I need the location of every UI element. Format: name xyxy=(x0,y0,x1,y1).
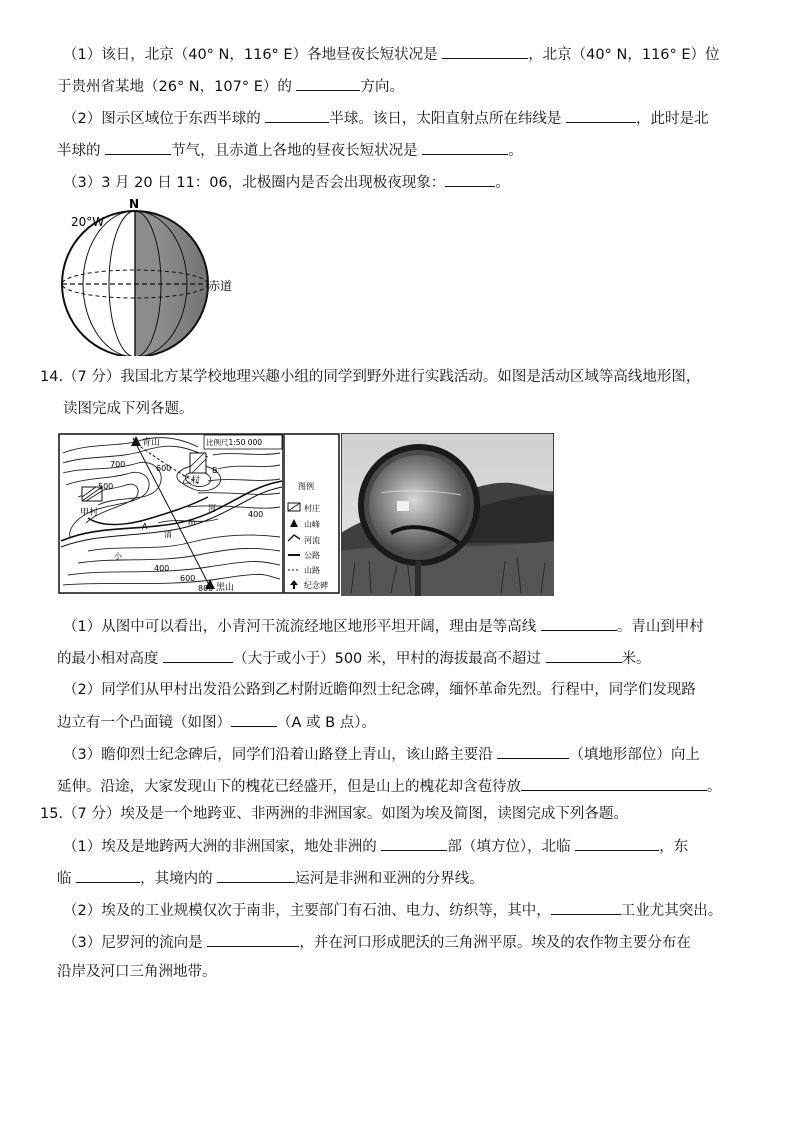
contour-label: 700 xyxy=(110,460,126,469)
q13-blank-equator-daynight[interactable] xyxy=(422,140,508,155)
q14-blank-reason[interactable] xyxy=(521,776,707,791)
q15-p3-text: ，并在河口形成肥沃的三角洲平原。埃及的农作物主要分布在 xyxy=(299,935,691,951)
q13-p2-text: 节气，且赤道上各地的昼夜长短状况是 xyxy=(171,143,423,159)
q13-p1-text: ，北京（40° N，116° E）位 xyxy=(528,47,720,63)
q14-p3-text: （填地形部位）向上 xyxy=(569,747,700,763)
q14-heading-line2: 读图完成下列各题。 xyxy=(63,401,194,417)
q15-part3-line2: 沿岸及河口三角洲地带。 xyxy=(57,964,217,980)
q13-p3-text: 。 xyxy=(495,175,510,191)
mirror-pole xyxy=(415,561,421,596)
meridian-label: 20°W xyxy=(71,215,105,229)
q15-part1-line2 xyxy=(57,868,484,889)
point-a-label: A xyxy=(142,522,148,531)
q13-p2-text: 。 xyxy=(508,143,523,159)
q14-p2-text: 边立有一个凸面镜（如图） xyxy=(57,715,231,731)
q14-p2-text: （A 或 B 点）。 xyxy=(277,715,376,731)
legend-label: 村庄 xyxy=(304,504,320,513)
q13-part3-line xyxy=(63,172,510,193)
q13-p2-text: 半球。该日，太阳直射点所在纬线是 xyxy=(329,111,566,127)
q15-blank-nile-flow[interactable] xyxy=(207,932,299,947)
label-village-yi: 乙村 xyxy=(182,476,201,486)
contour-label: 400 xyxy=(154,564,170,573)
q13-blank-polar-night[interactable] xyxy=(445,172,495,187)
label-heishan: 黑山 xyxy=(216,583,235,593)
contour-map xyxy=(58,433,284,594)
q13-p2-text: ，此时是北 xyxy=(635,111,709,127)
q14-blank-mirror-point[interactable] xyxy=(231,712,277,727)
reflected-building xyxy=(397,501,409,511)
river-label: 河 xyxy=(208,504,216,513)
legend-label: 河流 xyxy=(304,536,320,545)
q13-part2-line1 xyxy=(63,108,708,129)
label-village-jia: 甲村 xyxy=(80,508,99,518)
q15-p1-text: 运河是非洲和亚洲的分界线。 xyxy=(295,871,484,887)
q15-blank-north-sea[interactable] xyxy=(575,836,659,851)
q15-blank-industry[interactable] xyxy=(551,900,621,915)
q13-blank-latitude[interactable] xyxy=(566,108,636,123)
q14-p1-text: 。青山到甲村 xyxy=(616,619,704,635)
legend-label: 纪念碑 xyxy=(304,581,328,590)
q13-part1-line2 xyxy=(57,76,404,97)
point-b-label: B xyxy=(212,466,218,475)
legend-label: 公路 xyxy=(304,551,320,560)
q13-p1-text: （1）该日，北京（40° N，116° E）各地昼夜长短状况是 xyxy=(63,47,443,63)
q15-part3-line1 xyxy=(63,932,691,953)
q14-blank-relative-height[interactable] xyxy=(163,648,233,663)
q14-heading-line1: 14.（7 分）我国北方某学校地理兴趣小组的同学到野外进行实践活动。如图是活动区域等高线地形图， xyxy=(40,369,701,385)
q13-p2-text: 半球的 xyxy=(57,143,106,159)
q15-p1-text: （1）埃及是地跨两大洲的非洲国家，地处非洲的 xyxy=(63,839,382,855)
river-label: 清 xyxy=(164,530,172,539)
legend-label: 山路 xyxy=(304,566,320,575)
q14-part1-line2 xyxy=(57,648,651,669)
map-scale: 比例尺1:50 000 xyxy=(206,438,263,447)
q14-p3-text: 。 xyxy=(707,779,722,795)
contour-label: 600 xyxy=(180,574,196,583)
river-label: m xyxy=(188,518,196,527)
q13-blank-direction[interactable] xyxy=(296,76,360,91)
q14-part2-line2 xyxy=(57,712,376,733)
north-label: N xyxy=(129,197,140,211)
q14-part1-line1 xyxy=(63,616,704,637)
contour-label: 400 xyxy=(248,510,264,519)
q15-part2-line xyxy=(63,900,722,921)
q13-part1-line1 xyxy=(63,44,720,65)
q14-part3-line1 xyxy=(63,744,700,765)
q14-p1-text: 米。 xyxy=(621,651,651,667)
q14-part3-line2 xyxy=(57,776,722,797)
map-legend xyxy=(284,433,340,594)
q14-blank-contour[interactable] xyxy=(541,616,617,631)
convex-mirror-photo xyxy=(341,433,554,596)
label-qingshan: 青山 xyxy=(142,438,161,448)
q15-p2-text: 工业尤其突出。 xyxy=(620,903,723,919)
q14-part2-line1: （2）同学们从甲村出发沿公路到乙村附近瞻仰烈士纪念碑，缅怀革命先烈。行程中，同学们发现路 xyxy=(63,682,696,698)
globe-figure xyxy=(55,196,245,356)
q15-blank-position[interactable] xyxy=(381,836,447,851)
q14-blank-altitude[interactable] xyxy=(546,648,622,663)
legend-label: 山峰 xyxy=(304,520,320,529)
q15-p1-text: 临 xyxy=(57,871,77,887)
q13-p3-text: （3）3 月 20 日 11：06，北极圈内是否会出现极夜现象： xyxy=(63,175,446,191)
q13-blank-hemisphere[interactable] xyxy=(265,108,329,123)
q15-p1-text: ，东 xyxy=(659,839,689,855)
contour-label: 800 xyxy=(198,584,214,593)
q15-p3-text: （3）尼罗河的流向是 xyxy=(63,935,208,951)
q13-p1-text: 方向。 xyxy=(360,79,404,95)
q14-p3-text: 延伸。沿途，大家发现山下的槐花已经盛开，但是山上的槐花却含苞待放 xyxy=(57,779,521,795)
q15-blank-canal[interactable] xyxy=(217,868,295,883)
village-yi-marker xyxy=(190,453,206,473)
q13-part2-line2 xyxy=(57,140,523,161)
q14-blank-terrain-part[interactable] xyxy=(497,744,569,759)
river-label: 小 xyxy=(114,552,122,561)
q14-p3-text: （3）瞻仰烈士纪念碑后，同学们沿着山路登上青山，该山路主要沿 xyxy=(63,747,498,763)
q14-p1-text: （大于或小于）500 米，甲村的海拔最高不超过 xyxy=(233,651,546,667)
q13-p1-text: 于贵州省某地（26° N，107° E）的 xyxy=(57,79,297,95)
q14-p1-text: 的最小相对高度 xyxy=(57,651,164,667)
q13-blank-daynight[interactable] xyxy=(442,44,528,59)
contour-label: 500 xyxy=(98,482,114,491)
q13-blank-solar-term[interactable] xyxy=(105,140,171,155)
equator-label: 赤道 xyxy=(208,279,233,293)
q15-p1-text: 部（填方位），北临 xyxy=(447,839,576,855)
q15-p2-text: （2）埃及的工业规模仅次于南非，主要部门有石油、电力、纺织等，其中， xyxy=(63,903,551,919)
q15-part1-line1 xyxy=(63,836,688,857)
q15-heading: 15.（7 分）埃及是一个地跨亚、非两洲的非洲国家。如图为埃及简图，读图完成下列各题。 xyxy=(40,806,628,822)
q14-p1-text: （1）从图中可以看出，小青河干流流经地区地形平坦开阔，理由是等高线 xyxy=(63,619,541,635)
q15-blank-east-sea[interactable] xyxy=(76,868,140,883)
q13-p2-text: （2）图示区域位于东西半球的 xyxy=(63,111,266,127)
legend-title: 图例 xyxy=(298,482,314,491)
contour-label: 600 xyxy=(156,464,172,473)
q15-p1-text: ，其境内的 xyxy=(140,871,218,887)
